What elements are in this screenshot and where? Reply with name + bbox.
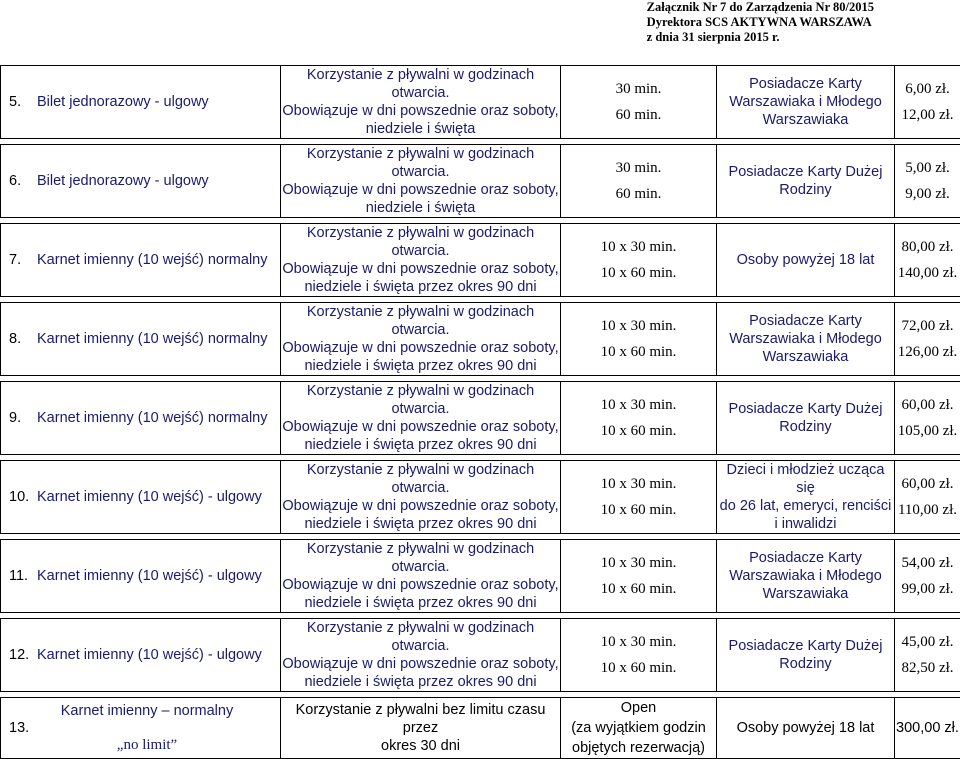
- time-value: Open: [561, 698, 716, 718]
- eligibility-line: i inwalidzi: [717, 515, 894, 533]
- eligibility-cell: [717, 540, 895, 613]
- table-row: [1, 66, 960, 139]
- usage-line: Korzystanie z pływalni w godzinach otwarcia.: [281, 66, 560, 102]
- usage-line: niedziele i święta przez okres 90 dni: [281, 515, 560, 533]
- table-row: [1, 303, 960, 376]
- ticket-name: Karnet imienny (10 wejść) normalny: [37, 410, 267, 426]
- eligibility-cell: [717, 698, 895, 759]
- time-value: (za wyjątkiem godzin: [561, 718, 716, 738]
- price-value: 72,00 zł.: [895, 313, 960, 339]
- row-number: 8.: [9, 330, 37, 348]
- price-cell: [895, 303, 960, 376]
- eligibility-cell: [717, 303, 895, 376]
- row-number: 11.: [9, 567, 37, 585]
- row-number: 10.: [9, 488, 37, 506]
- price-value: 140,00 zł.: [895, 260, 960, 286]
- table-row: [1, 619, 960, 692]
- eligibility-line: Posiadacze Karty Dużej: [717, 400, 894, 418]
- usage-cell: [281, 698, 561, 759]
- header-line-3: z dnia 31 sierpnia 2015 r.: [647, 30, 874, 45]
- usage-line: Obowiązuje w dni powszednie oraz soboty,: [281, 102, 560, 120]
- ticket-cell: [1, 224, 281, 297]
- time-value: 60 min.: [561, 102, 716, 128]
- time-value: 10 x 30 min.: [561, 629, 716, 655]
- usage-cell: [281, 619, 561, 692]
- eligibility-line: Warszawiaka i Młodego: [717, 93, 894, 111]
- table-row: [1, 698, 960, 759]
- table-row: [1, 540, 960, 613]
- eligibility-cell: [717, 619, 895, 692]
- time-cell: [561, 382, 717, 455]
- price-cell: [895, 698, 960, 759]
- price-value: 54,00 zł.: [895, 550, 960, 576]
- usage-line: Korzystanie z pływalni w godzinach otwarcia.: [281, 540, 560, 576]
- price-cell: [895, 66, 960, 139]
- time-cell: [561, 461, 717, 534]
- time-value: 10 x 30 min.: [561, 471, 716, 497]
- row-number: 5.: [9, 93, 37, 111]
- ticket-name: Karnet imienny (10 wejść) - ulgowy: [37, 647, 262, 663]
- time-cell: [561, 145, 717, 218]
- time-value: objętych rezerwacją): [561, 738, 716, 758]
- time-value: 10 x 60 min.: [561, 576, 716, 602]
- price-value: 6,00 zł.: [895, 76, 960, 102]
- usage-line: niedziele i święta przez okres 90 dni: [281, 278, 560, 296]
- usage-line: Korzystanie z pływalni w godzinach otwarcia.: [281, 224, 560, 260]
- usage-line: Obowiązuje w dni powszednie oraz soboty,: [281, 576, 560, 594]
- ticket-cell: [1, 145, 281, 218]
- document-header: [647, 0, 874, 45]
- price-cell: [895, 382, 960, 455]
- eligibility-line: Posiadacze Karty: [717, 312, 894, 330]
- usage-line: Korzystanie z pływalni bez limitu czasu przez: [281, 701, 560, 737]
- eligibility-line: Osoby powyżej 18 lat: [717, 719, 894, 737]
- ticket-name: Karnet imienny (10 wejść) - ulgowy: [37, 489, 262, 505]
- usage-line: Obowiązuje w dni powszednie oraz soboty,: [281, 181, 560, 199]
- price-value: 5,00 zł.: [895, 155, 960, 181]
- eligibility-line: Posiadacze Karty: [717, 75, 894, 93]
- row-number: 12.: [9, 646, 37, 664]
- eligibility-cell: [717, 224, 895, 297]
- eligibility-line: Rodziny: [717, 181, 894, 199]
- price-value: 99,00 zł.: [895, 576, 960, 602]
- price-value: 126,00 zł.: [895, 339, 960, 365]
- eligibility-line: Posiadacze Karty Dużej: [717, 163, 894, 181]
- price-value: 9,00 zł.: [895, 181, 960, 207]
- eligibility-line: Dzieci i młodzież ucząca się: [717, 461, 894, 497]
- table-row: [1, 145, 960, 218]
- usage-line: Obowiązuje w dni powszednie oraz soboty,: [281, 655, 560, 673]
- usage-line: okres 30 dni: [281, 737, 560, 755]
- time-cell: [561, 698, 717, 759]
- usage-line: niedziele i święta przez okres 90 dni: [281, 357, 560, 375]
- usage-line: niedziele i święta: [281, 120, 560, 138]
- price-value: 80,00 zł.: [895, 234, 960, 260]
- header-line-1: Załącznik Nr 7 do Zarządzenia Nr 80/2015: [647, 0, 874, 15]
- usage-line: niedziele i święta przez okres 90 dni: [281, 673, 560, 691]
- ticket-cell: [1, 619, 281, 692]
- ticket-cell: [1, 698, 281, 759]
- time-cell: [561, 66, 717, 139]
- ticket-name: Bilet jednorazowy - ulgowy: [37, 94, 209, 110]
- time-value: 10 x 30 min.: [561, 313, 716, 339]
- time-cell: [561, 224, 717, 297]
- row-number: 13.: [9, 719, 37, 737]
- eligibility-line: Rodziny: [717, 655, 894, 673]
- price-cell: [895, 540, 960, 613]
- price-value: 300,00 zł.: [895, 719, 960, 737]
- ticket-subname: „no limit”: [37, 735, 257, 755]
- ticket-name: Bilet jednorazowy - ulgowy: [37, 173, 209, 189]
- usage-cell: [281, 382, 561, 455]
- table-row: [1, 461, 960, 534]
- eligibility-line: Warszawiaka i Młodego: [717, 330, 894, 348]
- time-value: 10 x 60 min.: [561, 260, 716, 286]
- price-cell: [895, 224, 960, 297]
- time-cell: [561, 540, 717, 613]
- usage-line: Korzystanie z pływalni w godzinach otwarcia.: [281, 303, 560, 339]
- usage-line: Korzystanie z pływalni w godzinach otwarcia.: [281, 145, 560, 181]
- ticket-cell: [1, 540, 281, 613]
- usage-cell: [281, 461, 561, 534]
- ticket-cell: [1, 303, 281, 376]
- eligibility-line: Posiadacze Karty: [717, 549, 894, 567]
- eligibility-line: Warszawiaka i Młodego: [717, 567, 894, 585]
- time-value: 10 x 60 min.: [561, 418, 716, 444]
- usage-line: Korzystanie z pływalni w godzinach otwarcia.: [281, 382, 560, 418]
- ticket-name: Karnet imienny (10 wejść) normalny: [37, 331, 267, 347]
- header-line-2: Dyrektora SCS AKTYWNA WARSZAWA: [647, 15, 874, 30]
- ticket-name: Karnet imienny (10 wejść) - ulgowy: [37, 568, 262, 584]
- price-value: 60,00 zł.: [895, 392, 960, 418]
- price-cell: [895, 461, 960, 534]
- price-value: 12,00 zł.: [895, 102, 960, 128]
- usage-line: Obowiązuje w dni powszednie oraz soboty,: [281, 497, 560, 515]
- row-number: 6.: [9, 172, 37, 190]
- eligibility-line: Warszawiaka: [717, 111, 894, 129]
- time-value: 60 min.: [561, 181, 716, 207]
- row-number: 7.: [9, 251, 37, 269]
- eligibility-line: Warszawiaka: [717, 348, 894, 366]
- price-value: 82,50 zł.: [895, 655, 960, 681]
- eligibility-line: Rodziny: [717, 418, 894, 436]
- usage-line: Korzystanie z pływalni w godzinach otwarcia.: [281, 461, 560, 497]
- price-table: [0, 60, 960, 759]
- usage-cell: [281, 145, 561, 218]
- eligibility-cell: [717, 382, 895, 455]
- price-value: 110,00 zł.: [895, 497, 960, 523]
- ticket-name-block: [37, 701, 257, 755]
- time-value: 10 x 30 min.: [561, 550, 716, 576]
- ticket-cell: [1, 461, 281, 534]
- usage-line: niedziele i święta przez okres 90 dni: [281, 436, 560, 454]
- usage-cell: [281, 224, 561, 297]
- time-value: 10 x 60 min.: [561, 497, 716, 523]
- price-value: 60,00 zł.: [895, 471, 960, 497]
- time-value: 10 x 60 min.: [561, 655, 716, 681]
- time-value: 30 min.: [561, 76, 716, 102]
- eligibility-cell: [717, 66, 895, 139]
- table-row: [1, 224, 960, 297]
- usage-line: Obowiązuje w dni powszednie oraz soboty,: [281, 418, 560, 436]
- row-number: 9.: [9, 409, 37, 427]
- price-value: 45,00 zł.: [895, 629, 960, 655]
- ticket-cell: [1, 382, 281, 455]
- usage-cell: [281, 540, 561, 613]
- time-value: 30 min.: [561, 155, 716, 181]
- time-cell: [561, 619, 717, 692]
- usage-line: niedziele i święta: [281, 199, 560, 217]
- ticket-cell: [1, 66, 281, 139]
- ticket-name: Karnet imienny (10 wejść) normalny: [37, 252, 267, 268]
- time-value: 10 x 30 min.: [561, 234, 716, 260]
- table-row: [1, 382, 960, 455]
- eligibility-cell: [717, 145, 895, 218]
- time-value: 10 x 30 min.: [561, 392, 716, 418]
- eligibility-line: do 26 lat, emeryci, renciści: [717, 497, 894, 515]
- usage-line: Obowiązuje w dni powszednie oraz soboty,: [281, 339, 560, 357]
- eligibility-line: Osoby powyżej 18 lat: [717, 251, 894, 269]
- price-cell: [895, 145, 960, 218]
- usage-line: niedziele i święta przez okres 90 dni: [281, 594, 560, 612]
- usage-cell: [281, 303, 561, 376]
- eligibility-line: Warszawiaka: [717, 585, 894, 603]
- usage-line: Korzystanie z pływalni w godzinach otwarcia.: [281, 619, 560, 655]
- time-cell: [561, 303, 717, 376]
- price-value: 105,00 zł.: [895, 418, 960, 444]
- price-table-body: [1, 60, 960, 759]
- time-value: 10 x 60 min.: [561, 339, 716, 365]
- ticket-name: Karnet imienny – normalny: [61, 703, 233, 719]
- usage-cell: [281, 66, 561, 139]
- usage-line: Obowiązuje w dni powszednie oraz soboty,: [281, 260, 560, 278]
- price-cell: [895, 619, 960, 692]
- eligibility-cell: [717, 461, 895, 534]
- eligibility-line: Posiadacze Karty Dużej: [717, 637, 894, 655]
